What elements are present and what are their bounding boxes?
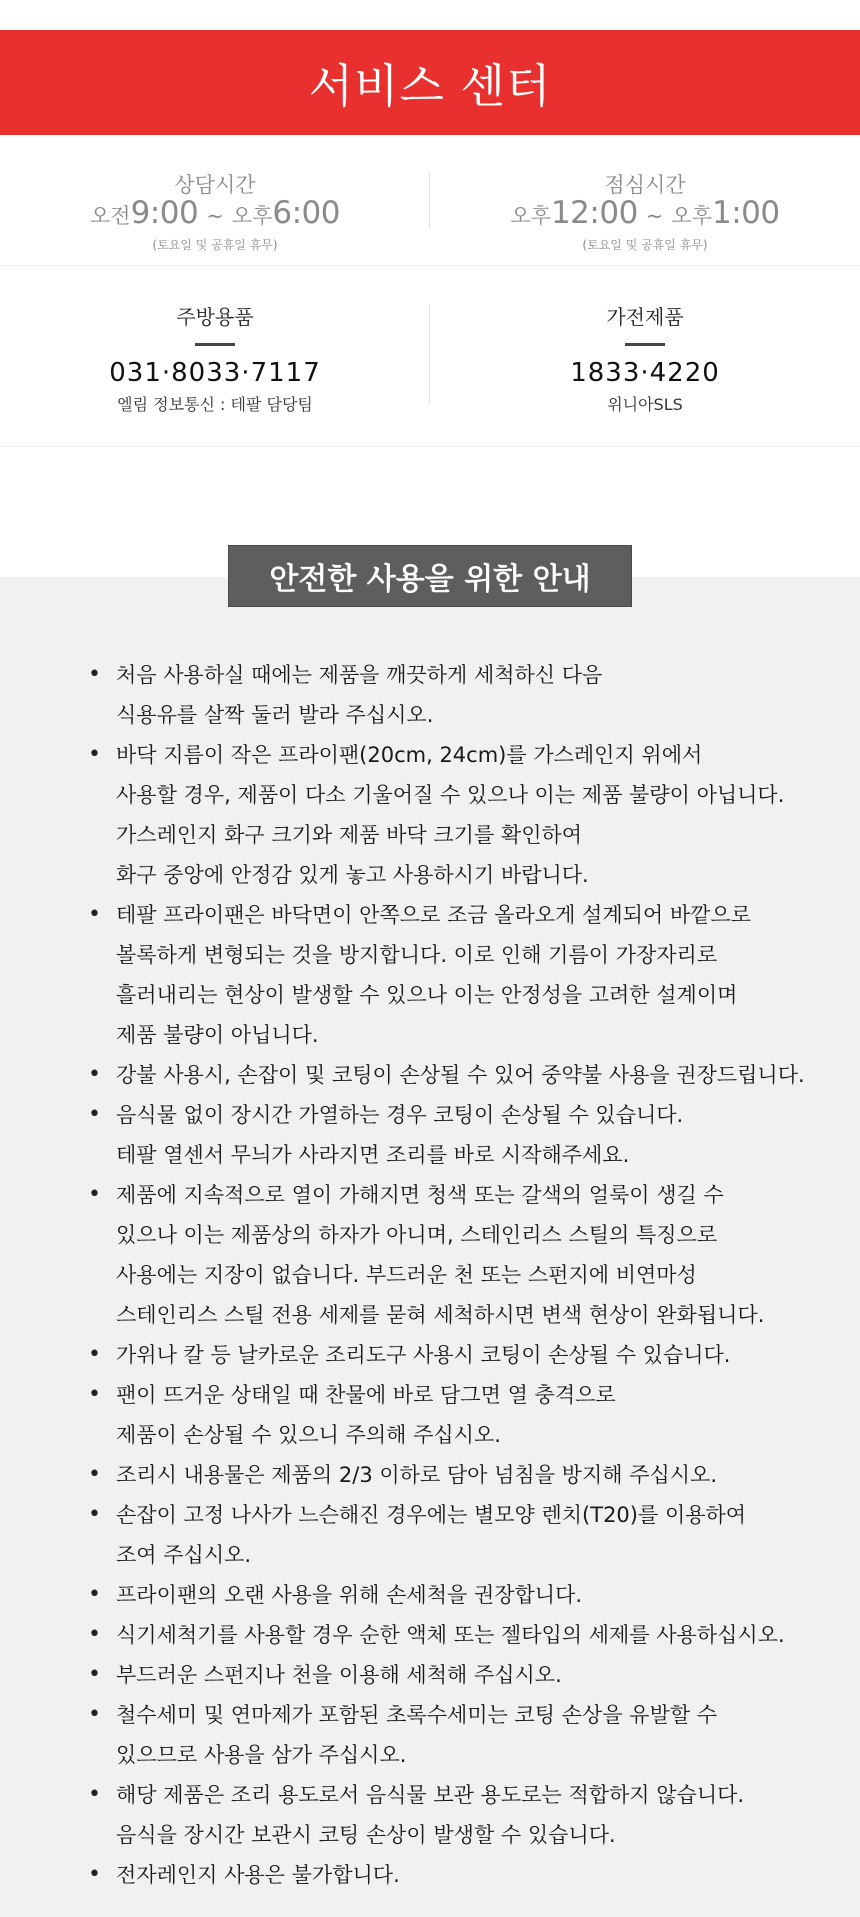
- kitchen-contact-name: 엘림 정보통신 : 테팔 담당팀: [117, 395, 313, 414]
- list-item-text: 전자레인지 사용은 불가합니다.: [116, 1863, 400, 1887]
- list-item: [0, 655, 860, 735]
- consult-end-ampm: 오후: [231, 204, 273, 228]
- appliance-phone: 1833·4220: [570, 358, 720, 388]
- bullet-icon: •: [88, 1582, 101, 1607]
- list-item: [0, 1615, 860, 1655]
- lunch-end-ampm: 오후: [671, 204, 712, 228]
- list-item-text: 볼록하게 변형되는 것을 방지합니다. 이로 인해 기름이 가장자리로: [116, 943, 718, 967]
- bullet-icon: •: [88, 1382, 101, 1407]
- list-item-text: 부드러운 스펀지나 천을 이용해 세척해 주십시오.: [116, 1663, 562, 1687]
- bullet-icon: •: [88, 1062, 101, 1087]
- bullet-icon: •: [88, 1182, 101, 1207]
- list-item-text: 철수세미 및 연마제가 포함된 초록수세미는 코팅 손상을 유발할 수: [116, 1703, 718, 1727]
- list-item-text: 강불 사용시, 손잡이 및 코팅이 손상될 수 있어 중약불 사용을 권장드립니다.: [116, 1063, 805, 1087]
- bullet-icon: •: [88, 742, 101, 767]
- bullet-icon: •: [88, 1662, 101, 1687]
- list-item-text: 사용에는 지장이 없습니다. 부드러운 천 또는 스펀지에 비연마성: [116, 1263, 697, 1287]
- list-item-text: 해당 제품은 조리 용도로서 음식물 보관 용도로는 적합하지 않습니다.: [116, 1783, 745, 1807]
- lunch-hours: [430, 135, 860, 265]
- consult-hours: [0, 135, 430, 265]
- appliance-title: 가전제품: [606, 305, 684, 329]
- bullet-icon: •: [88, 1862, 101, 1887]
- safety-guide-title: 안전한 사용을 위한 안내: [228, 545, 632, 607]
- lunch-hours-title: 점심시간: [604, 173, 686, 197]
- list-item-text: 테팔 프라이팬은 바닥면이 안쪽으로 조금 올라오게 설계되어 바깥으로: [116, 903, 752, 927]
- bullet-icon: •: [88, 1782, 101, 1807]
- list-item-text: 제품 불량이 아닙니다.: [116, 1023, 319, 1047]
- lunch-start-time: 12:00: [550, 195, 638, 231]
- list-item: [0, 1775, 860, 1855]
- bullet-icon: •: [88, 902, 101, 927]
- bullet-icon: •: [88, 1702, 101, 1727]
- consult-separator: ~: [206, 204, 224, 228]
- list-item-text: 바닥 지름이 작은 프라이팬(20cm, 24cm)를 가스레인지 위에서: [116, 743, 703, 767]
- safety-guide-list: [0, 655, 860, 1895]
- list-item-text: 스테인리스 스틸 전용 세제를 묻혀 세척하시면 변색 현상이 완화됩니다.: [116, 1303, 765, 1327]
- list-item: [0, 1495, 860, 1575]
- consult-start-time: 9:00: [130, 195, 199, 231]
- list-item: [0, 895, 860, 1055]
- list-item-text: 음식물 없이 장시간 가열하는 경우 코팅이 손상될 수 있습니다.: [116, 1103, 684, 1127]
- bullet-icon: •: [88, 1622, 101, 1647]
- list-item-text: 프라이팬의 오랜 사용을 위해 손세척을 권장합니다.: [116, 1583, 583, 1607]
- appliance-contact: [430, 266, 860, 446]
- consult-hours-note: (토요일 및 공휴일 휴무): [152, 238, 278, 252]
- list-item: [0, 1175, 860, 1335]
- list-item-text: 사용할 경우, 제품이 다소 기울어질 수 있으나 이는 제품 불량이 아닙니다.: [116, 783, 785, 807]
- list-item-text: 식용유를 살짝 둘러 발라 주십시오.: [116, 703, 434, 727]
- list-item: [0, 1095, 860, 1175]
- lunch-hours-range: [430, 195, 860, 231]
- list-item-text: 조여 주십시오.: [116, 1543, 252, 1567]
- list-item: [0, 1335, 860, 1375]
- list-item-text: 음식을 장시간 보관시 코팅 손상이 발생할 수 있습니다.: [116, 1823, 616, 1847]
- bullet-icon: •: [88, 1102, 101, 1127]
- hours-section: [0, 135, 860, 266]
- list-item: [0, 1055, 860, 1095]
- list-item-text: 조리시 내용물은 제품의 2/3 이하로 담아 넘침을 방지해 주십시오.: [116, 1463, 718, 1487]
- list-item-text: 테팔 열센서 무늬가 사라지면 조리를 바로 시작해주세요.: [116, 1143, 630, 1167]
- list-item: [0, 735, 860, 895]
- list-item-text: 제품이 손상될 수 있으니 주의해 주십시오.: [116, 1423, 501, 1447]
- contact-section: [0, 266, 860, 447]
- lunch-separator: ~: [645, 204, 664, 228]
- kitchen-title-underline: [195, 343, 235, 346]
- list-item-text: 제품에 지속적으로 열이 가해지면 청색 또는 갈색의 얼룩이 생길 수: [116, 1183, 724, 1207]
- bullet-icon: •: [88, 1462, 101, 1487]
- list-item-text: 있으나 이는 제품상의 하자가 아니며, 스테인리스 스틸의 특징으로: [116, 1223, 718, 1247]
- consult-hours-range: [0, 195, 430, 231]
- list-item: [0, 1855, 860, 1895]
- consult-hours-title: 상담시간: [174, 173, 256, 197]
- list-item: [0, 1455, 860, 1495]
- kitchen-title: 주방용품: [176, 305, 254, 329]
- consult-end-time: 6:00: [272, 195, 340, 231]
- list-item-text: 가위나 칼 등 날카로운 조리도구 사용시 코팅이 손상될 수 있습니다.: [116, 1343, 731, 1367]
- service-center-title: 서비스 센터: [0, 30, 860, 135]
- lunch-start-ampm: 오후: [510, 204, 551, 228]
- lunch-hours-note: (토요일 및 공휴일 휴무): [582, 238, 708, 252]
- list-item-text: 흘러내리는 현상이 발생할 수 있으나 이는 안정성을 고려한 설계이며: [116, 983, 738, 1007]
- list-item-text: 손잡이 고정 나사가 느슨해진 경우에는 별모양 렌치(T20)를 이용하여: [116, 1503, 747, 1527]
- bullet-icon: •: [88, 1502, 101, 1527]
- safety-guide-section: [0, 562, 860, 1917]
- list-item: [0, 1655, 860, 1695]
- list-item: [0, 1695, 860, 1775]
- list-item-text: 처음 사용하실 때에는 제품을 깨끗하게 세척하신 다음: [116, 663, 603, 687]
- list-item-text: 화구 중앙에 안정감 있게 놓고 사용하시기 바랍니다.: [116, 863, 589, 887]
- bullet-icon: •: [88, 662, 101, 687]
- consult-start-ampm: 오전: [89, 204, 131, 228]
- list-item-text: 팬이 뜨거운 상태일 때 찬물에 바로 담그면 열 충격으로: [116, 1383, 616, 1407]
- list-item: [0, 1375, 860, 1455]
- list-item: [0, 1575, 860, 1615]
- lunch-end-time: 1:00: [711, 195, 780, 231]
- list-item-text: 가스레인지 화구 크기와 제품 바닥 크기를 확인하여: [116, 823, 583, 847]
- appliance-title-underline: [625, 343, 665, 346]
- bullet-icon: •: [88, 1342, 101, 1367]
- kitchen-contact: [0, 266, 430, 446]
- list-item-text: 있으므로 사용을 삼가 주십시오.: [116, 1743, 407, 1767]
- appliance-contact-name: 위니아SLS: [607, 395, 683, 414]
- list-item-text: 식기세척기를 사용할 경우 순한 액체 또는 젤타입의 세제를 사용하십시오.: [116, 1623, 785, 1647]
- kitchen-phone: 031·8033·7117: [109, 358, 321, 388]
